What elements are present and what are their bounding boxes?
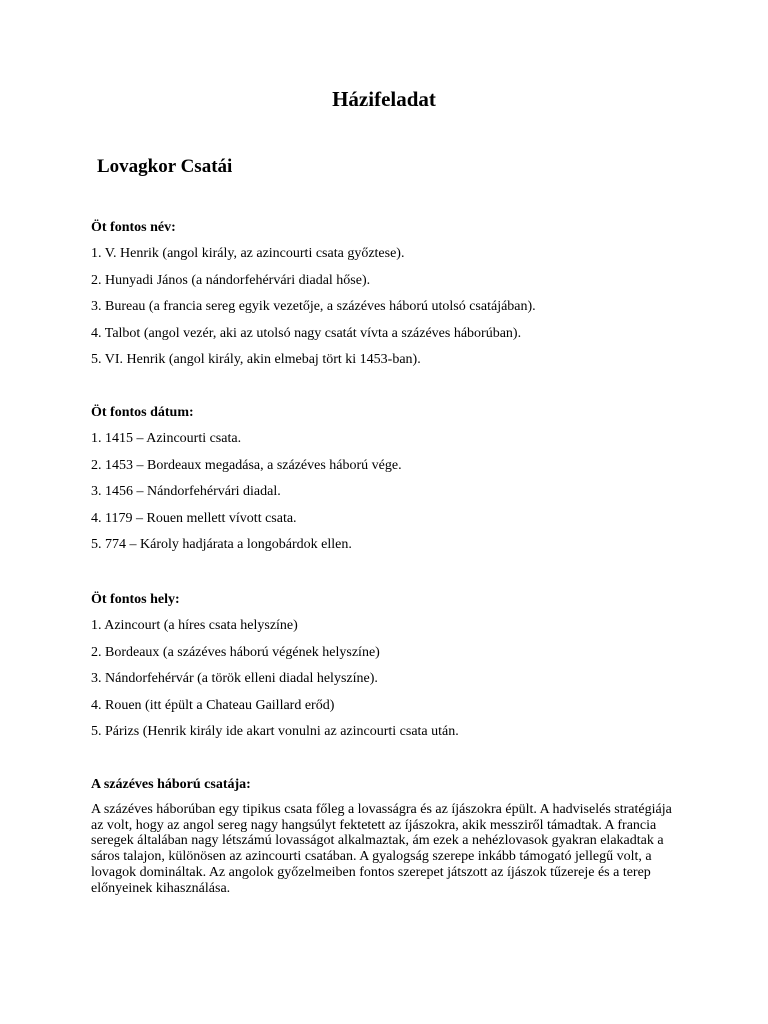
names-list-item: 5. VI. Henrik (angol király, akin elmebaj tört ki 1453-ban). (91, 352, 421, 368)
names-section (91, 219, 691, 378)
page-title: Házifeladat (332, 87, 436, 111)
battle-heading: A százéves háború csatája: (91, 777, 251, 792)
places-list-item: 2. Bordeaux (a százéves háború végének helyszíne) (91, 644, 380, 660)
dates-heading: Öt fontos dátum: (91, 405, 194, 420)
names-list-item: 3. Bureau (a francia sereg egyik vezetője, a százéves háború utolsó csatájában). (91, 299, 536, 315)
dates-list-item: 3. 1456 – Nándorfehérvári diadal. (91, 484, 281, 500)
places-section (91, 591, 691, 750)
names-list-item: 2. Hunyadi János (a nándorfehérvári diadal hőse). (91, 272, 371, 288)
battle-paragraph: A százéves háborúban egy tipikus csata főleg a lovasságra és az íjászokra épült. A hadviselés stratégiája az volt, hogy az angol sereg nagy hangsúlyt fektetett az íjászokra, akik messziről támadtak. A francia seregek általában nagy létszámú lovasságot alkalmaztak, ám ezek a nehézlovasok gyakran elakadtak a sáros talajon, különösen az azincourti csatában. A gyalogság szerepe inkább támogató jellegű volt, a lovagok domináltak. Az angolok győzelmeiben fontos szerepet játszott az íjászok tűzereje és a terep előnyeinek kihasználása. (91, 802, 672, 896)
dates-list-item: 1. 1415 – Azincourti csata. (91, 431, 242, 446)
dates-list-item: 4. 1179 – Rouen mellett vívott csata. (91, 510, 297, 526)
names-list-item: 1. V. Henrik (angol király, az azincourti csata győztese). (91, 246, 405, 261)
dates-list-item: 5. 774 – Károly hadjárata a longobárdok ellen. (91, 537, 352, 553)
names-list-item: 4. Talbot (angol vezér, aki az utolsó nagy csatát vívta a százéves háborúban). (91, 325, 522, 341)
names-heading: Öt fontos név: (91, 220, 176, 235)
battle-section (91, 776, 691, 896)
places-list-item: 1. Azincourt (a híres csata helyszíne) (91, 618, 298, 633)
places-list-item: 4. Rouen (itt épült a Chateau Gaillard erőd) (91, 697, 335, 713)
places-list-item: 3. Nándorfehérvár (a török elleni diadal helyszíne). (91, 671, 378, 687)
dates-list-item: 2. 1453 – Bordeaux megadása, a százéves háború vége. (91, 457, 402, 473)
page-subtitle: Lovagkor Csatái (97, 156, 233, 177)
places-heading: Öt fontos hely: (91, 592, 180, 607)
dates-section (91, 404, 691, 563)
places-list-item: 5. Párizs (Henrik király ide akart vonulni az azincourti csata után. (91, 724, 459, 740)
